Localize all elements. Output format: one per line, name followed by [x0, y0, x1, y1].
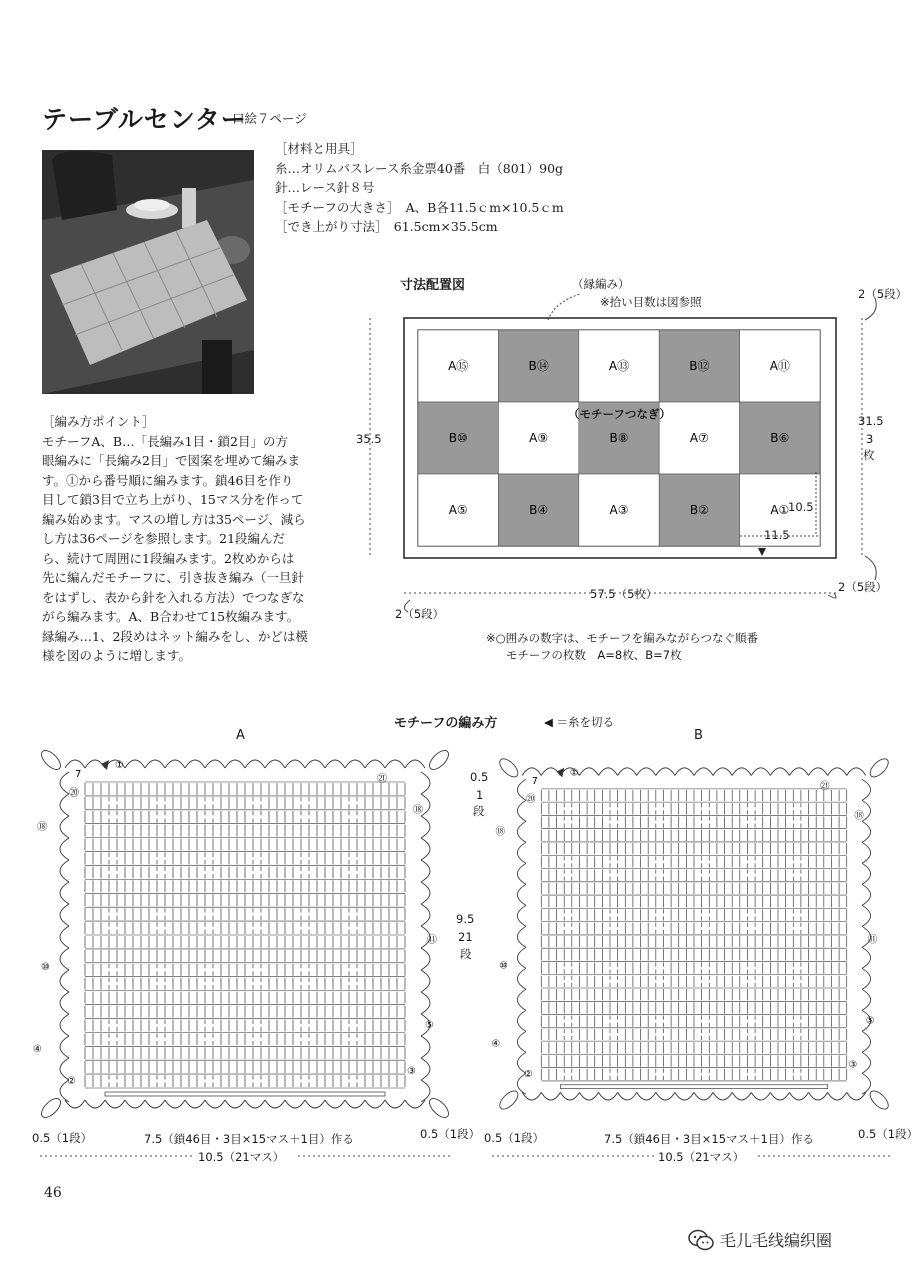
- scallop: [325, 760, 345, 768]
- wechat-icon: [688, 1229, 714, 1251]
- instructions-line: をはずし、表から針を入れる方法）でつなぎな: [42, 589, 305, 605]
- chart-b-body: [497, 756, 892, 1112]
- scallop: [325, 1100, 345, 1108]
- scallop: [517, 842, 526, 863]
- scallop: [579, 768, 598, 776]
- scallop: [60, 948, 69, 970]
- marker-7: 7: [531, 776, 538, 788]
- corner-loop: [497, 1088, 521, 1112]
- cut-yarn-arrow: [557, 768, 565, 778]
- watermark: [688, 1228, 832, 1251]
- instructions-heading: ［編み方ポイント］: [42, 414, 155, 429]
- edge-right-b: 0.5（1段）: [858, 1127, 918, 1141]
- width-dim-lines: [30, 1150, 905, 1164]
- motif-cell-label: B⑥: [770, 431, 790, 445]
- instructions-block: [42, 412, 314, 666]
- motif-cell-label: B⑧: [609, 431, 629, 445]
- dim-right-bottom: 2（5段）: [838, 580, 888, 594]
- scallop: [165, 1100, 185, 1108]
- instructions-line: し方は36ページを参照します。21段編んだ: [42, 531, 286, 546]
- motif-cell-label: B⑫: [689, 359, 710, 373]
- scallop: [185, 1100, 205, 1108]
- center-dim-top-rows: 1: [476, 788, 484, 802]
- motif-cell-label: B⑩: [448, 431, 468, 445]
- scallop: [305, 760, 325, 768]
- scallop: [517, 947, 526, 968]
- marker-2: ②: [67, 1076, 76, 1087]
- marker-4: ④: [33, 1044, 42, 1055]
- scallop: [225, 1100, 245, 1108]
- scallop: [60, 838, 69, 860]
- scallop: [862, 863, 871, 884]
- marker-21: ㉑: [377, 774, 387, 785]
- dim-right-top: 2（5段）: [858, 287, 908, 301]
- scallop: [185, 760, 205, 768]
- scallop: [60, 904, 69, 926]
- scallop: [675, 1092, 694, 1100]
- instructions-line: ら、続けて周囲に1段編みます。2枚めからは: [42, 550, 295, 566]
- scallop: [618, 768, 637, 776]
- scallop: [125, 760, 145, 768]
- scallop: [517, 779, 526, 800]
- scallop: [245, 760, 265, 768]
- instructions-line: がら編みます。A、B合わせて15枚編みます。: [42, 609, 300, 624]
- motif-cell-label: A⑮: [448, 359, 469, 373]
- scallop: [675, 768, 694, 776]
- scallop: [345, 760, 365, 768]
- motif-cell-label: B②: [689, 503, 709, 517]
- motif-cell-label: B④: [529, 503, 549, 517]
- chart-a-labels: [33, 760, 437, 1087]
- materials-heading: ［材料と用具］: [275, 141, 363, 156]
- scallop: [862, 989, 871, 1010]
- scallop: [205, 760, 225, 768]
- scallop: [125, 1100, 145, 1108]
- dim-right-mid: 31.5: [858, 414, 884, 428]
- cut-yarn-arrow: [101, 760, 109, 770]
- scallop: [517, 884, 526, 905]
- edge-left-b: 0.5（1段）: [484, 1131, 545, 1145]
- materials-block: [275, 139, 564, 237]
- motif-b-label: B: [694, 728, 703, 743]
- scallop: [60, 816, 69, 838]
- watermark-text: 毛儿毛线编织圈: [720, 1231, 833, 1250]
- instructions-line: 縁編み…1、2段めはネット編みをし、かどは模: [42, 628, 308, 644]
- scallop: [656, 768, 675, 776]
- materials-line: 針…レース針８号: [275, 180, 375, 195]
- corner-loop: [867, 1088, 891, 1112]
- scallop: [694, 1092, 713, 1100]
- scallop: [517, 926, 526, 947]
- scallop: [517, 968, 526, 989]
- scallop: [365, 1100, 385, 1108]
- scallop: [421, 992, 430, 1014]
- scallop: [862, 1052, 871, 1073]
- page-subtitle: 口絵７ページ: [232, 111, 307, 126]
- instructions-line: 様を図のように増します。: [42, 648, 192, 663]
- scallop: [809, 768, 828, 776]
- scallop: [694, 768, 713, 776]
- motif-cell-label: A⑪: [769, 359, 790, 373]
- scallop: [517, 1010, 526, 1031]
- scallop: [405, 760, 425, 768]
- scallop: [285, 1100, 305, 1108]
- scallop: [637, 768, 656, 776]
- corner-loop: [38, 1095, 63, 1120]
- scallop: [105, 1100, 125, 1108]
- foundation-chain: [105, 1092, 385, 1096]
- scallop: [770, 1092, 789, 1100]
- marker-7: 7: [75, 769, 82, 780]
- scallop: [713, 1092, 732, 1100]
- motif-cell-label: A⑦: [689, 431, 709, 445]
- motif-width: 11.5: [764, 528, 790, 542]
- marker-10: ⑩: [499, 960, 508, 972]
- width-b: 10.5（21マス）: [658, 1150, 745, 1164]
- dim-left-bottom: 2（5段）: [395, 607, 445, 621]
- scallop: [421, 816, 430, 838]
- scallop: [862, 884, 871, 905]
- center-dim-top: 0.5: [470, 770, 489, 784]
- scallop: [165, 760, 185, 768]
- scallop: [828, 768, 847, 776]
- scallop: [517, 821, 526, 842]
- materials-line: 糸…オリムパスレース糸金票40番 白（801）90g: [275, 160, 564, 176]
- product-photo: [42, 150, 254, 394]
- scallop: [60, 882, 69, 904]
- scallop: [385, 1100, 405, 1108]
- scallop: [421, 838, 430, 860]
- dim-width: 57.5（5枚）: [590, 587, 658, 601]
- marker-3: ③: [407, 1066, 416, 1077]
- scallop: [847, 768, 866, 776]
- marker-20: ⑳: [69, 788, 79, 799]
- marker-18: ⑱: [413, 805, 423, 816]
- center-dim-mid-rows: 21: [458, 930, 473, 944]
- scallop: [60, 1036, 69, 1058]
- scallop: [789, 1092, 808, 1100]
- corner-loop: [497, 756, 521, 780]
- scallop: [60, 926, 69, 948]
- marker-18-left: ⑱: [37, 822, 47, 833]
- materials-line: ［モチーフの大きさ］ A、B各11.5ｃm×10.5ｃm: [275, 199, 564, 215]
- chain-note-a: 7.5（鎖46目・3目×15マス＋1目）作る: [144, 1132, 354, 1146]
- motif-a-label: A: [236, 728, 245, 743]
- scallop: [421, 1058, 430, 1080]
- corner-loop: [38, 747, 63, 772]
- instructions-line: 編み始めます。マスの増し方は35ページ、減ら: [42, 511, 306, 527]
- marker-4: ④: [491, 1038, 501, 1050]
- scallop: [862, 1031, 871, 1052]
- motif-height: 10.5: [788, 500, 814, 514]
- scallop: [599, 1092, 618, 1100]
- scallop: [421, 970, 430, 992]
- scallop: [365, 760, 385, 768]
- scallop: [305, 1100, 325, 1108]
- center-dim-mid: 9.5: [456, 912, 475, 926]
- marker-5: ⑤: [425, 1020, 434, 1031]
- scallop: [862, 779, 871, 800]
- corner-loop: [867, 756, 891, 780]
- scallop: [85, 1100, 105, 1108]
- scallop: [809, 1092, 828, 1100]
- layout-diagram: [340, 290, 900, 610]
- scallop: [517, 863, 526, 884]
- crochet-chart-b: [484, 738, 904, 1128]
- chain-note-b: 7.5（鎖46目・3目×15マス＋1目）作る: [604, 1132, 814, 1146]
- scallop: [421, 948, 430, 970]
- scallop: [579, 1092, 598, 1100]
- dim-right-mid-count: 3: [866, 432, 874, 446]
- marker-2: ②: [524, 1069, 533, 1081]
- scallop: [385, 760, 405, 768]
- scallop: [421, 860, 430, 882]
- scallop: [656, 1092, 675, 1100]
- dim-right-mid-unit: 枚: [863, 448, 875, 462]
- corner-loop: [426, 1095, 451, 1120]
- scallop: [60, 860, 69, 882]
- motif-cell-label: A①: [770, 503, 790, 517]
- scallop: [421, 1080, 430, 1102]
- scallop: [65, 760, 85, 768]
- marker-21: ㉑: [820, 780, 830, 792]
- crochet-chart-a: [25, 738, 465, 1128]
- scallop: [145, 1100, 165, 1108]
- dim-height: 35.5: [356, 432, 382, 446]
- chart-a-body: [38, 747, 451, 1120]
- motif-join-label: （モチーフつなぎ）: [568, 407, 671, 421]
- scallop: [145, 760, 165, 768]
- corner-loop: [426, 747, 451, 772]
- scallop: [517, 800, 526, 821]
- layout-note-1: ※○囲みの数字は、モチーフを編みながらつなぐ順番: [486, 631, 758, 645]
- motif-section-title: モチーフの編み方: [394, 716, 498, 731]
- scallop: [60, 772, 69, 794]
- scallop: [560, 1092, 579, 1100]
- center-dim-mid-unit: 段: [460, 947, 472, 961]
- foundation-chain: [560, 1085, 827, 1089]
- layout-diagram-title: 寸法配置図: [400, 278, 466, 293]
- motif-cell-label: A⑬: [608, 359, 630, 373]
- chart-b-labels: [492, 768, 878, 1081]
- scallop: [421, 904, 430, 926]
- center-dim-top-unit: 段: [473, 804, 485, 818]
- scallop: [245, 1100, 265, 1108]
- marker-1: ①: [569, 767, 579, 779]
- marker-3: ③: [848, 1059, 858, 1071]
- scallop: [862, 947, 871, 968]
- edge-left-a: 0.5（1段）: [32, 1131, 93, 1145]
- materials-line: ［でき上がり寸法］ 61.5cm×35.5cm: [275, 219, 498, 234]
- scallop: [862, 1073, 871, 1094]
- scallop: [205, 1100, 225, 1108]
- scallop: [60, 992, 69, 1014]
- motif-legend: ◀ ＝糸を切る: [544, 715, 614, 729]
- scallop: [60, 970, 69, 992]
- motif-cell-label: A③: [609, 503, 629, 517]
- marker-1: ①: [115, 760, 124, 771]
- marker-18: ⑱: [854, 810, 864, 822]
- scallop: [732, 768, 751, 776]
- scallop: [828, 1092, 847, 1100]
- edge-right-a: 0.5（1段）: [420, 1127, 481, 1141]
- instructions-line: 目して鎖3目で立ち上がり、15マス分を作って: [42, 492, 304, 507]
- scallop: [265, 1100, 285, 1108]
- scallop: [421, 882, 430, 904]
- page-title: テーブルセンター: [42, 105, 247, 134]
- scallop: [225, 760, 245, 768]
- instructions-line: 先に編んだモチーフに、引き抜き編み（一旦針: [42, 570, 304, 585]
- marker-5: ⑤: [865, 1015, 875, 1027]
- scallop: [541, 1092, 560, 1100]
- scallop: [517, 1031, 526, 1052]
- border-note: ※拾い目数は図参照: [600, 295, 702, 309]
- marker-20: ⑳: [526, 794, 536, 806]
- instructions-line: モチーフA、B…「長編み1目・鎖2目」の方: [42, 433, 288, 449]
- marker-11: ⑪: [867, 934, 878, 946]
- scallop: [599, 768, 618, 776]
- scallop: [285, 760, 305, 768]
- scallop: [60, 1014, 69, 1036]
- scallop: [421, 772, 430, 794]
- scallop: [789, 768, 808, 776]
- scallop: [421, 1036, 430, 1058]
- scallop: [618, 1092, 637, 1100]
- scallop: [517, 989, 526, 1010]
- scallop: [345, 1100, 365, 1108]
- instructions-line: 眼編みに「長編み2目」で図案を埋めて編みま: [42, 453, 300, 468]
- motif-cell-label: B⑭: [528, 359, 549, 373]
- marker-10: ⑩: [41, 962, 50, 973]
- width-a: 10.5（21マス）: [198, 1150, 285, 1164]
- scallop: [637, 1092, 656, 1100]
- scallop: [862, 968, 871, 989]
- page-number: 46: [44, 1185, 62, 1201]
- scallop: [862, 842, 871, 863]
- marker-11: ⑪: [427, 935, 437, 946]
- motif-cell-label: A⑤: [448, 503, 468, 517]
- scallop: [517, 905, 526, 926]
- scallop: [60, 794, 69, 816]
- marker-18-left: ⑱: [495, 826, 506, 838]
- instructions-line: す。①から番号順に編みます。鎖46目を作り: [42, 472, 294, 488]
- layout-note-2: モチーフの枚数 A=8枚、B=7枚: [506, 648, 682, 662]
- motif-grid: [418, 330, 820, 546]
- scallop: [862, 821, 871, 842]
- scallop: [732, 1092, 751, 1100]
- scallop: [770, 768, 789, 776]
- border-label: （縁編み）: [572, 277, 630, 291]
- scallop: [751, 768, 770, 776]
- scallop: [751, 1092, 770, 1100]
- motif-cell-label: A⑨: [529, 431, 549, 445]
- scallop: [265, 760, 285, 768]
- scallop: [713, 768, 732, 776]
- scallop: [522, 768, 541, 776]
- scallop: [862, 905, 871, 926]
